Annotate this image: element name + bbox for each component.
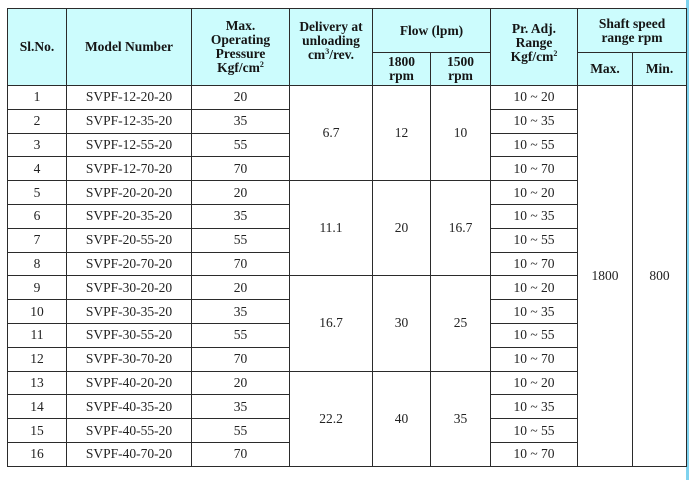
header-shaft-min: Min. <box>633 53 687 86</box>
header-shaft-max: Max. <box>578 53 633 86</box>
cell-shaft-max: 1800 <box>578 86 633 467</box>
cell-pressure: 55 <box>192 133 290 157</box>
cell-sl-no: 16 <box>8 442 67 466</box>
cell-model: SVPF-30-35-20 <box>67 300 192 324</box>
cell-sl-no: 2 <box>8 109 67 133</box>
cell-pr-adj-range: 10 ~ 55 <box>491 419 578 443</box>
cell-flow-1500: 25 <box>431 276 491 371</box>
cell-model: SVPF-40-70-20 <box>67 442 192 466</box>
cell-pressure: 20 <box>192 371 290 395</box>
cell-flow-1800: 40 <box>373 371 431 466</box>
header-flow-1500: 1500 rpm <box>431 53 491 86</box>
header-delivery-at-unloading: Delivery at unloading $cm^3$/rev. <box>290 9 373 86</box>
cell-delivery: 16.7 <box>290 276 373 371</box>
cell-pressure: 20 <box>192 276 290 300</box>
cell-model: SVPF-30-20-20 <box>67 276 192 300</box>
cell-pressure: 55 <box>192 323 290 347</box>
cell-pressure: 70 <box>192 347 290 371</box>
cell-pressure: 70 <box>192 157 290 181</box>
cell-sl-no: 15 <box>8 419 67 443</box>
cell-pr-adj-range: 10 ~ 20 <box>491 86 578 110</box>
cell-sl-no: 10 <box>8 300 67 324</box>
cell-model: SVPF-30-55-20 <box>67 323 192 347</box>
cell-model: SVPF-20-35-20 <box>67 204 192 228</box>
cell-model: SVPF-30-70-20 <box>67 347 192 371</box>
cell-model: SVPF-20-70-20 <box>67 252 192 276</box>
cell-sl-no: 7 <box>8 228 67 252</box>
cell-model: SVPF-20-55-20 <box>67 228 192 252</box>
cell-pr-adj-range: 10 ~ 70 <box>491 157 578 181</box>
cell-flow-1800: 12 <box>373 86 431 181</box>
cell-sl-no: 8 <box>8 252 67 276</box>
cell-model: SVPF-12-35-20 <box>67 109 192 133</box>
cell-pr-adj-range: 10 ~ 35 <box>491 395 578 419</box>
table-body <box>8 86 687 467</box>
cell-pr-adj-range: 10 ~ 35 <box>491 300 578 324</box>
cell-model: SVPF-40-35-20 <box>67 395 192 419</box>
cell-sl-no: 3 <box>8 133 67 157</box>
cell-model: SVPF-12-70-20 <box>67 157 192 181</box>
cell-pr-adj-range: 10 ~ 70 <box>491 347 578 371</box>
table-header <box>8 9 687 86</box>
cell-pressure: 55 <box>192 228 290 252</box>
cell-model: SVPF-40-20-20 <box>67 371 192 395</box>
cell-sl-no: 5 <box>8 181 67 205</box>
cell-sl-no: 4 <box>8 157 67 181</box>
cell-sl-no: 1 <box>8 86 67 110</box>
cell-delivery: 11.1 <box>290 181 373 276</box>
cell-flow-1800: 20 <box>373 181 431 276</box>
cell-pressure: 70 <box>192 442 290 466</box>
cell-pr-adj-range: 10 ~ 35 <box>491 109 578 133</box>
pump-spec-table <box>7 8 687 467</box>
cell-delivery: 22.2 <box>290 371 373 466</box>
cell-shaft-min: 800 <box>633 86 687 467</box>
header-sl-no: Sl.No. <box>8 9 67 86</box>
cell-model: SVPF-40-55-20 <box>67 419 192 443</box>
cell-pr-adj-range: 10 ~ 55 <box>491 133 578 157</box>
cell-pr-adj-range: 10 ~ 20 <box>491 181 578 205</box>
cell-pr-adj-range: 10 ~ 55 <box>491 228 578 252</box>
cell-pressure: 20 <box>192 181 290 205</box>
cell-sl-no: 9 <box>8 276 67 300</box>
header-model-number: Model Number <box>67 9 192 86</box>
cell-sl-no: 11 <box>8 323 67 347</box>
cell-flow-1800: 30 <box>373 276 431 371</box>
cell-delivery: 6.7 <box>290 86 373 181</box>
cell-pressure: 35 <box>192 395 290 419</box>
cell-model: SVPF-12-55-20 <box>67 133 192 157</box>
cell-pr-adj-range: 10 ~ 20 <box>491 371 578 395</box>
cell-pr-adj-range: 10 ~ 20 <box>491 276 578 300</box>
cell-flow-1500: 35 <box>431 371 491 466</box>
cell-pr-adj-range: 10 ~ 55 <box>491 323 578 347</box>
cell-pressure: 35 <box>192 300 290 324</box>
cell-pressure: 35 <box>192 109 290 133</box>
header-max-operating-pressure: Max. Operating Pressure Kgf/$cm^2$ <box>192 9 290 86</box>
cell-model: SVPF-20-20-20 <box>67 181 192 205</box>
cell-pressure: 70 <box>192 252 290 276</box>
cell-pr-adj-range: 10 ~ 35 <box>491 204 578 228</box>
cell-flow-1500: 10 <box>431 86 491 181</box>
cell-pressure: 55 <box>192 419 290 443</box>
table-row <box>8 86 687 110</box>
header-flow: Flow (lpm) <box>373 9 491 53</box>
cell-pressure: 35 <box>192 204 290 228</box>
cell-sl-no: 6 <box>8 204 67 228</box>
cell-sl-no: 12 <box>8 347 67 371</box>
header-shaft-speed: Shaft speed range rpm <box>578 9 687 53</box>
cell-model: SVPF-12-20-20 <box>67 86 192 110</box>
cell-sl-no: 13 <box>8 371 67 395</box>
header-pr-adj-range: Pr. Adj. Range Kgf/$cm^2$ <box>491 9 578 86</box>
cell-pressure: 20 <box>192 86 290 110</box>
cell-sl-no: 14 <box>8 395 67 419</box>
cell-flow-1500: 16.7 <box>431 181 491 276</box>
header-flow-1800: 1800 rpm <box>373 53 431 86</box>
cell-pr-adj-range: 10 ~ 70 <box>491 442 578 466</box>
cell-pr-adj-range: 10 ~ 70 <box>491 252 578 276</box>
